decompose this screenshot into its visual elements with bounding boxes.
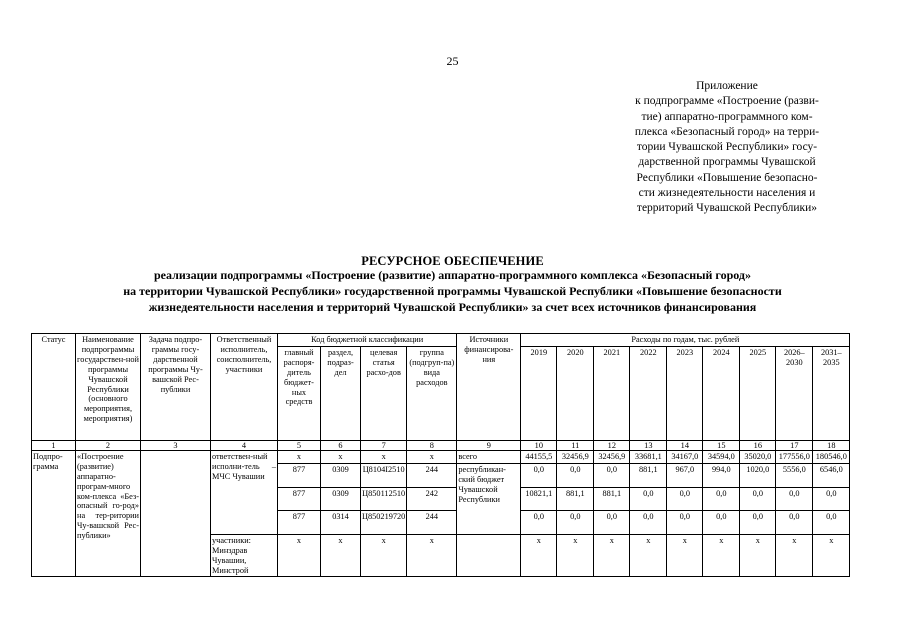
value-cell: 0,0 (776, 487, 813, 510)
header-budget-sub: группа (подгруп-па) вида расходов (407, 346, 457, 440)
header-year: 2020 (557, 346, 594, 440)
header-year: 2022 (630, 346, 667, 440)
column-number-row (32, 440, 850, 450)
header-task: Задача подпро-граммы госу-дарственной программы Чу-вашской Рес-публики (141, 334, 211, 441)
header-budget-sub: главный распоря-дитель бюджет-ных средств (278, 346, 321, 440)
value-cell: 0,0 (594, 510, 630, 534)
header-budget-sub: раздел, подраз-дел (321, 346, 361, 440)
value-cell: 0,0 (776, 510, 813, 534)
value-cell: 177556,0 (776, 450, 813, 463)
code-cell: x (321, 450, 361, 463)
value-cell: 0,0 (630, 487, 667, 510)
appendix-line: Республики «Повышение безопасно- (636, 171, 818, 184)
column-number: 12 (594, 440, 630, 450)
code-cell: x (407, 534, 457, 577)
value-cell: x (557, 534, 594, 577)
header-year: 2031– 2035 (813, 346, 850, 440)
header-row (32, 334, 850, 347)
code-cell: Ц850219720 (361, 510, 407, 534)
column-number: 5 (278, 440, 321, 450)
column-number: 14 (667, 440, 703, 450)
appendix-line: сти жизнедеятельности населения и (638, 187, 816, 200)
value-cell: x (703, 534, 740, 577)
code-cell: 0309 (321, 463, 361, 487)
header-year: 2019 (521, 346, 557, 440)
column-number: 7 (361, 440, 407, 450)
header-year: 2025 (740, 346, 776, 440)
code-cell: 244 (407, 463, 457, 487)
header-year: 2026– 2030 (776, 346, 813, 440)
column-number: 18 (813, 440, 850, 450)
header-responsible: Ответственный исполнитель, соисполнитель, участники (211, 334, 278, 441)
responsible-main-label: ответствен-ный исполни-тель – МЧС Чувашии (212, 452, 276, 482)
value-cell: x (521, 534, 557, 577)
appendix-line: тории Чувашской Республики» госу- (636, 141, 818, 154)
value-cell: 0,0 (557, 463, 594, 487)
value-cell: 6546,0 (813, 463, 850, 487)
code-cell: 877 (278, 463, 321, 487)
column-number: 11 (557, 440, 594, 450)
row-source-total: всего (457, 450, 521, 463)
value-cell: 0,0 (667, 487, 703, 510)
value-cell: 44155,5 (521, 450, 557, 463)
value-cell: 1020,0 (740, 463, 776, 487)
code-cell: 0314 (321, 510, 361, 534)
column-number: 17 (776, 440, 813, 450)
code-cell: x (278, 450, 321, 463)
row-status: Подпро-грамма (32, 450, 76, 577)
row-task (141, 450, 211, 577)
header-budget-code: Код бюджетной классификации (278, 334, 457, 347)
appendix-line: Приложение (696, 80, 758, 92)
code-cell: 244 (407, 510, 457, 534)
column-number: 15 (703, 440, 740, 450)
code-cell: x (361, 534, 407, 577)
code-cell: 242 (407, 487, 457, 510)
value-cell: 0,0 (813, 487, 850, 510)
row-responsible-main-text (211, 452, 278, 534)
table-row (32, 450, 850, 463)
code-cell: Ц850112510 (361, 487, 407, 510)
subtitle-line: на территории Чувашской Республики» государственной программы Чувашской Республики «Повышение безопасности (123, 284, 782, 298)
document-title: РЕСУРСНОЕ ОБЕСПЕЧЕНИЕ (361, 254, 544, 268)
resource-table (31, 333, 850, 577)
value-cell: 0,0 (703, 487, 740, 510)
code-cell: x (407, 450, 457, 463)
column-number: 2 (76, 440, 141, 450)
value-cell: x (594, 534, 630, 577)
value-cell: 881,1 (557, 487, 594, 510)
value-cell: 967,0 (667, 463, 703, 487)
column-number: 4 (211, 440, 278, 450)
code-cell: Ц8104I2510 (361, 463, 407, 487)
row-responsible-participants: участники: Минздрав Чувашии, Минстрой (211, 534, 278, 577)
value-cell: 0,0 (740, 487, 776, 510)
header-expenses: Расходы по годам, тыс. рублей (521, 334, 850, 347)
value-cell: 881,1 (594, 487, 630, 510)
appendix-line: к подпрограмме «Построение (разви- (635, 95, 819, 108)
value-cell: 34594,0 (703, 450, 740, 463)
value-cell: 994,0 (703, 463, 740, 487)
value-cell: 32456,9 (594, 450, 630, 463)
value-cell: 0,0 (813, 510, 850, 534)
code-cell: 877 (278, 487, 321, 510)
code-cell: x (321, 534, 361, 577)
column-number: 3 (141, 440, 211, 450)
value-cell: 5556,0 (776, 463, 813, 487)
value-cell: 32456,9 (557, 450, 594, 463)
value-cell: 0,0 (521, 463, 557, 487)
value-cell: x (813, 534, 850, 577)
value-cell: 0,0 (667, 510, 703, 534)
header-source: Источники финансирова-ния (457, 334, 521, 441)
appendix-line: плекса «Безопасный город» на терри- (634, 125, 820, 138)
appendix-line: территорий Чувашской Республики» (636, 202, 818, 215)
row-source-budget: республикан-ский бюджет Чувашской Республики (457, 463, 521, 534)
document-subtitle (60, 267, 845, 315)
column-number: 1 (32, 440, 76, 450)
column-number: 13 (630, 440, 667, 450)
value-cell: x (776, 534, 813, 577)
header-year: 2024 (703, 346, 740, 440)
value-cell: 33681,1 (630, 450, 667, 463)
column-number: 16 (740, 440, 776, 450)
code-cell: x (278, 534, 321, 577)
value-cell: x (667, 534, 703, 577)
header-status: Статус (32, 334, 76, 441)
value-cell: 0,0 (557, 510, 594, 534)
header-name: Наименование подпрограммы государствен-ной программы Чувашской Республики (основного мероприятия, мероприятия) (76, 334, 141, 441)
value-cell: x (630, 534, 667, 577)
column-number: 10 (521, 440, 557, 450)
value-cell: 35020,0 (740, 450, 776, 463)
value-cell: 0,0 (594, 463, 630, 487)
page-number: 25 (446, 54, 459, 68)
column-number: 8 (407, 440, 457, 450)
appendix-line: тие) аппаратно-программного ком- (641, 110, 813, 123)
value-cell: 0,0 (703, 510, 740, 534)
subtitle-line: реализации подпрограммы «Построение (развитие) аппаратно-программного комплекса «Безопасный город» (154, 268, 751, 282)
value-cell: 881,1 (630, 463, 667, 487)
header-year: 2023 (667, 346, 703, 440)
code-cell: 0309 (321, 487, 361, 510)
value-cell: 0,0 (521, 510, 557, 534)
appendix-line: дарственной программы Чувашской (638, 156, 816, 169)
code-cell: 877 (278, 510, 321, 534)
header-budget-sub: целевая статья расхо-дов (361, 346, 407, 440)
appendix-note (611, 79, 843, 217)
row-name: «Построение (развитие) аппаратно-програм-много ком-плекса «Без-опасный го-род» на тер-ритории Чу-вашской Рес-публики» (76, 450, 141, 577)
value-cell: 0,0 (630, 510, 667, 534)
value-cell: x (740, 534, 776, 577)
source-cell (457, 534, 521, 577)
column-number: 9 (457, 440, 521, 450)
value-cell: 180546,0 (813, 450, 850, 463)
column-number: 6 (321, 440, 361, 450)
value-cell: 10821,1 (521, 487, 557, 510)
value-cell: 0,0 (740, 510, 776, 534)
value-cell: 34167,0 (667, 450, 703, 463)
header-year: 2021 (594, 346, 630, 440)
code-cell: x (361, 450, 407, 463)
subtitle-line: жизнедеятельности населения и территорий Чувашской Республики» за счет всех источников финансирования (148, 300, 757, 314)
